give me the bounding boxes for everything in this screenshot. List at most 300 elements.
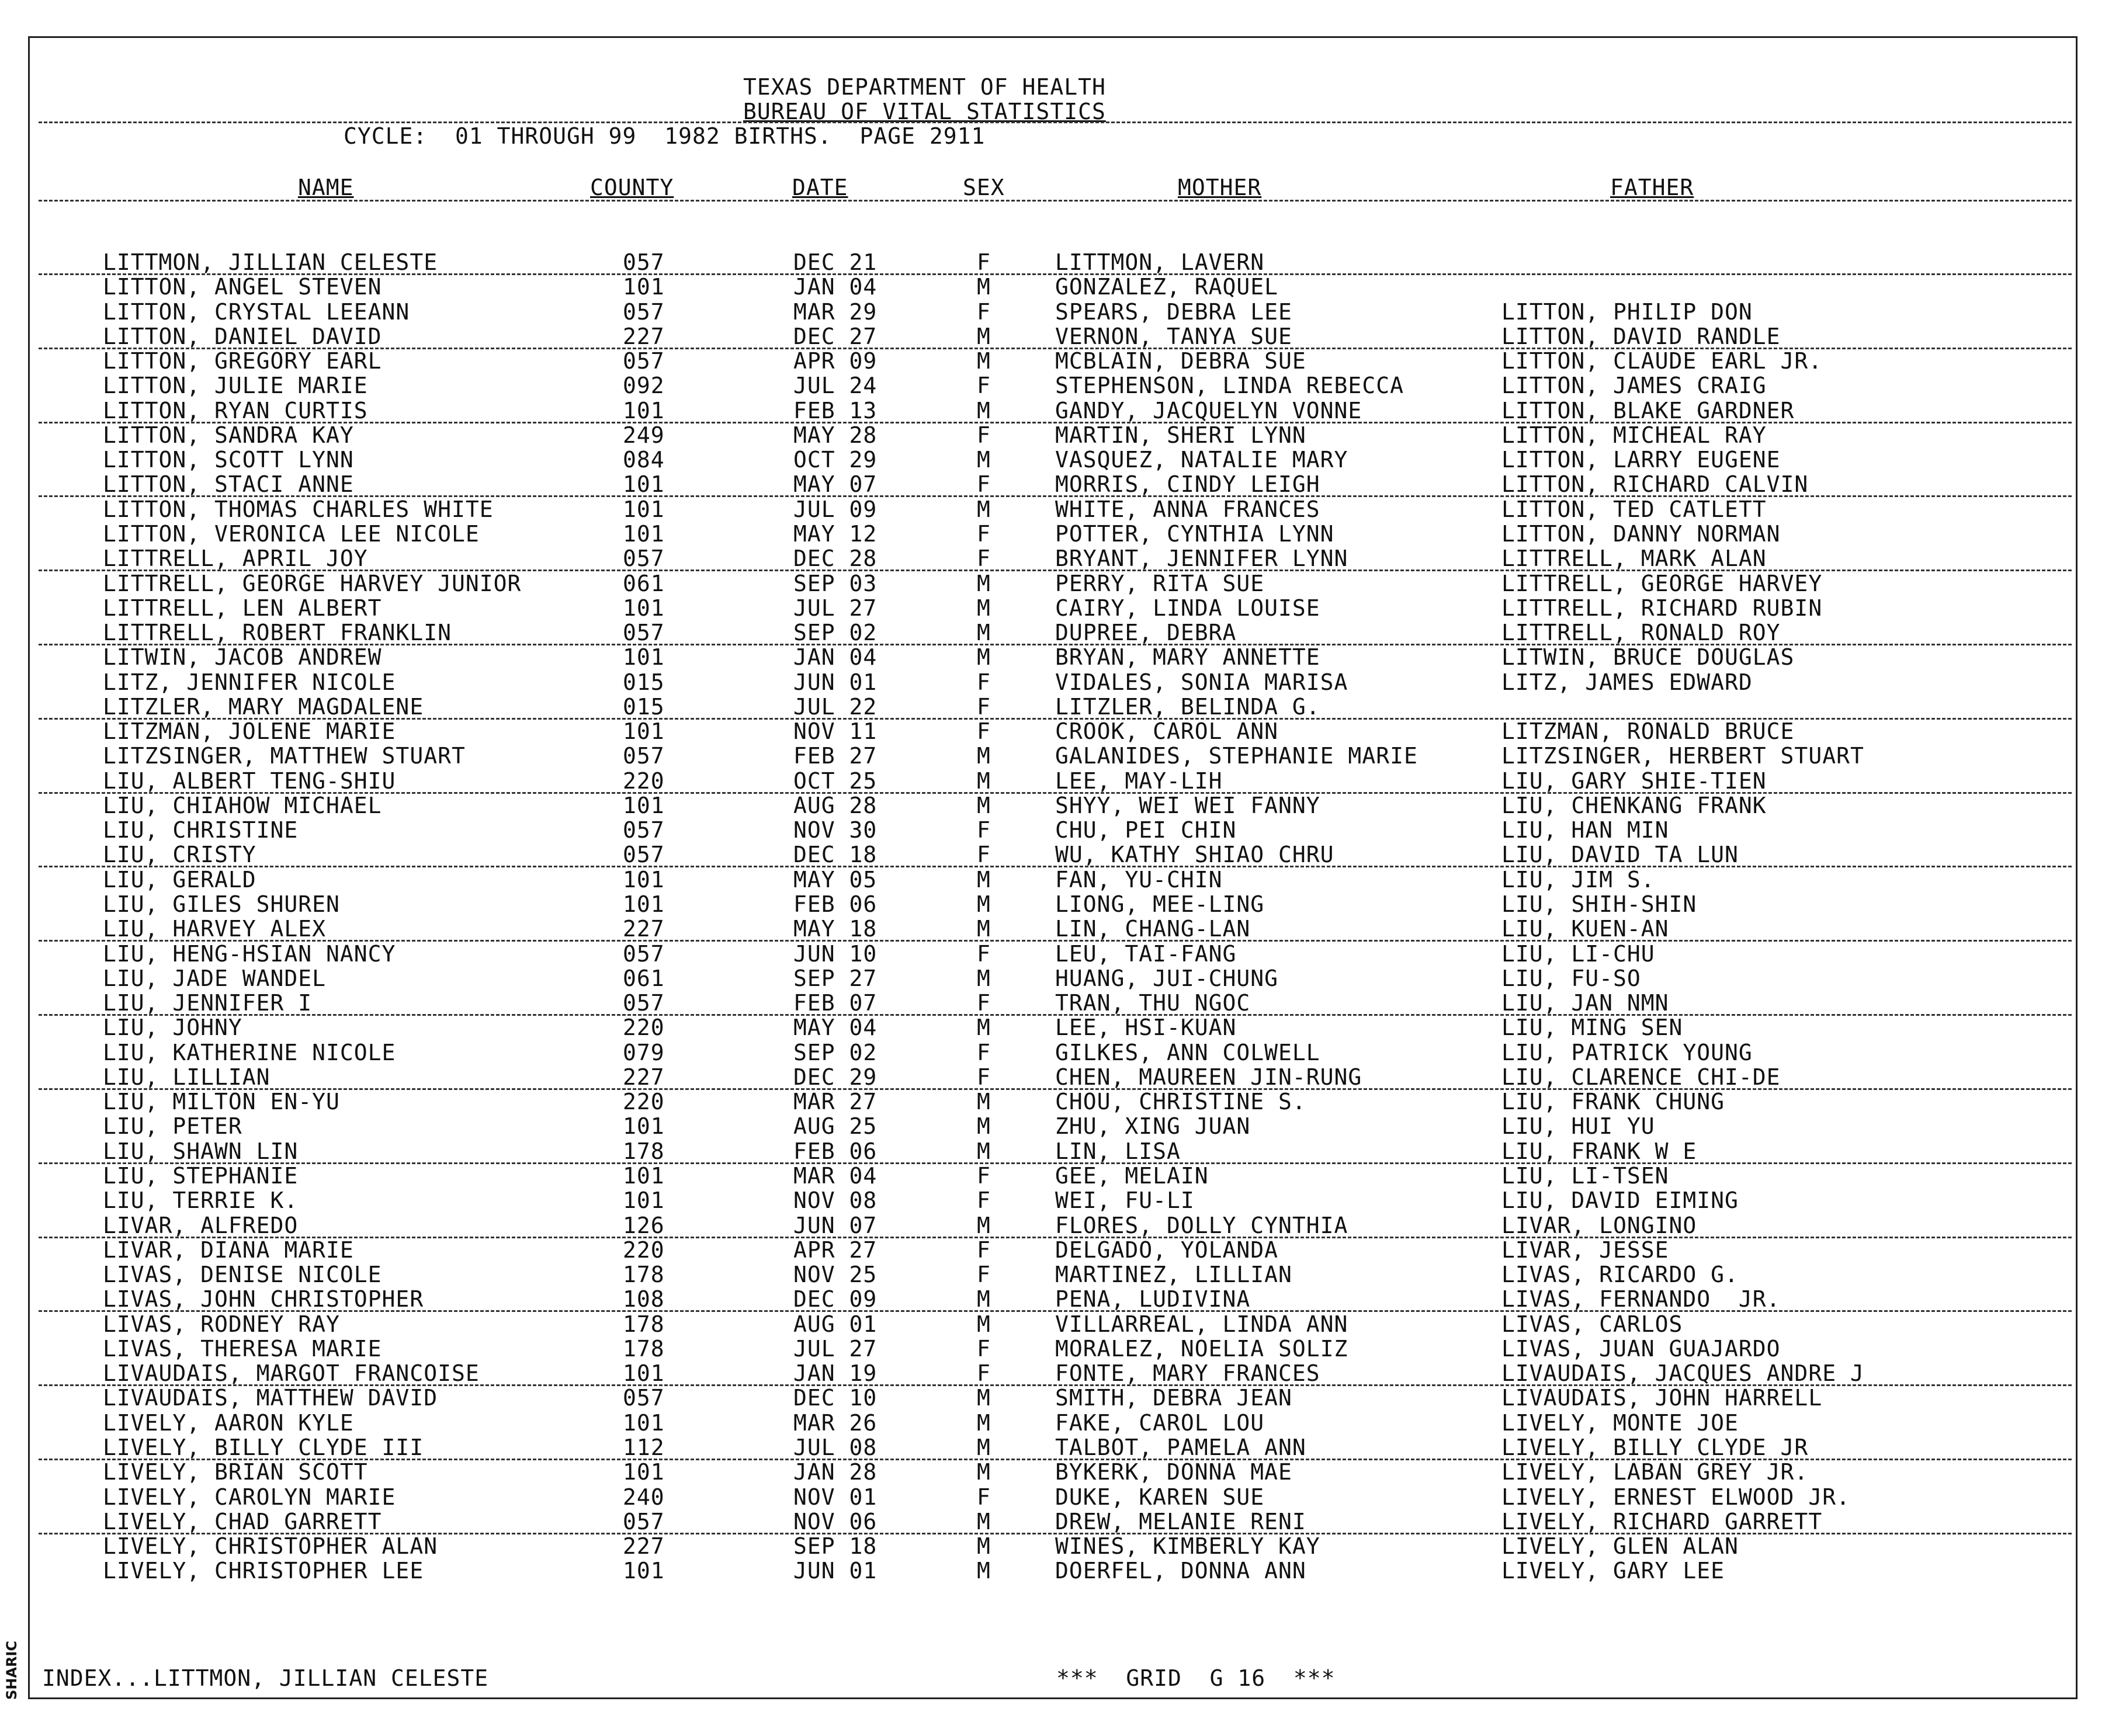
cell-date: SEP 03	[793, 571, 878, 596]
cell-father: LIU, CLARENCE CHI-DE	[1501, 1064, 1781, 1090]
cell-sex: M	[977, 1089, 991, 1114]
cell-county: 227	[623, 324, 665, 349]
cell-county: 108	[623, 1286, 665, 1312]
cell-name: LIVAUDAIS, MATTHEW DAVID	[103, 1385, 438, 1411]
cell-mother: POTTER, CYNTHIA LYNN	[1055, 521, 1334, 547]
cell-mother: CHOU, CHRISTINE S.	[1055, 1089, 1306, 1114]
cell-county: 101	[623, 521, 665, 547]
cell-father: LIVELY, GLEN ALAN	[1501, 1533, 1739, 1559]
cell-date: NOV 30	[793, 817, 878, 843]
cell-sex: M	[977, 447, 991, 473]
cell-sex: M	[977, 620, 991, 645]
cell-father: LITTON, DAVID RANDLE	[1501, 324, 1781, 349]
cell-mother: VASQUEZ, NATALIE MARY	[1055, 447, 1348, 473]
cell-father: LITTRELL, RONALD ROY	[1501, 620, 1781, 645]
col-header-mother: MOTHER	[1178, 175, 1262, 200]
cell-date: FEB 06	[793, 1138, 878, 1164]
cell-sex: F	[977, 521, 991, 547]
cell-sex: F	[977, 1040, 991, 1065]
cell-name: LITWIN, JACOB ANDREW	[103, 644, 382, 670]
cell-date: MAR 27	[793, 1089, 878, 1114]
cell-county: 101	[623, 1163, 665, 1189]
cell-father: LIU, MING SEN	[1501, 1015, 1683, 1040]
cell-county: 057	[623, 620, 665, 645]
cell-date: JUN 10	[793, 941, 878, 967]
cell-name: LIU, GERALD	[103, 867, 256, 893]
cell-county: 101	[623, 595, 665, 621]
cell-date: AUG 28	[793, 793, 878, 818]
cell-county: 057	[623, 299, 665, 325]
cell-father: LIU, SHIH-SHIN	[1501, 891, 1697, 917]
cell-name: LITTON, SCOTT LYNN	[103, 447, 354, 473]
cell-father: LIU, FU-SO	[1501, 966, 1641, 991]
cell-sex: M	[977, 1410, 991, 1436]
cell-name: LIVAS, RODNEY RAY	[103, 1311, 340, 1337]
cell-name: LITTON, GREGORY EARL	[103, 348, 382, 374]
cell-sex: M	[977, 1015, 991, 1040]
cell-county: 079	[623, 1040, 665, 1065]
cell-name: LIVELY, CHRISTOPHER ALAN	[103, 1533, 438, 1559]
cell-sex: M	[977, 324, 991, 349]
cell-father: LITTON, RICHARD CALVIN	[1501, 471, 1809, 497]
cell-mother: VILLARREAL, LINDA ANN	[1055, 1311, 1348, 1337]
cell-father: LIVAS, FERNANDO JR.	[1501, 1286, 1781, 1312]
cell-mother: WU, KATHY SHIAO CHRU	[1055, 842, 1334, 867]
cell-date: MAY 04	[793, 1015, 878, 1040]
cell-mother: ZHU, XING JUAN	[1055, 1113, 1251, 1139]
cell-father: LIU, FRANK CHUNG	[1501, 1089, 1725, 1114]
cell-county: 220	[623, 1015, 665, 1040]
cell-father: LITZ, JAMES EDWARD	[1501, 669, 1753, 695]
cell-name: LITTON, THOMAS CHARLES WHITE	[103, 497, 494, 522]
cell-mother: PERRY, RITA SUE	[1055, 571, 1265, 596]
cell-name: LITTRELL, APRIL JOY	[103, 546, 368, 571]
cell-father: LIU, KUEN-AN	[1501, 916, 1669, 942]
cell-county: 249	[623, 422, 665, 448]
cell-date: MAR 29	[793, 299, 878, 325]
cell-date: NOV 08	[793, 1188, 878, 1213]
cell-county: 240	[623, 1484, 665, 1510]
cell-sex: M	[977, 1113, 991, 1139]
cell-sex: M	[977, 1435, 991, 1460]
cell-mother: LIN, CHANG-LAN	[1055, 916, 1251, 942]
cell-sex: F	[977, 694, 991, 720]
cell-county: 101	[623, 1188, 665, 1213]
cell-date: APR 27	[793, 1237, 878, 1263]
cell-mother: CAIRY, LINDA LOUISE	[1055, 595, 1320, 621]
cell-name: LIU, HARVEY ALEX	[103, 916, 327, 942]
cell-sex: F	[977, 1163, 991, 1189]
cell-county: 057	[623, 817, 665, 843]
cell-date: DEC 27	[793, 324, 878, 349]
cell-name: LIVELY, AARON KYLE	[103, 1410, 354, 1436]
cell-county: 015	[623, 669, 665, 695]
col-header-sex: SEX	[963, 175, 1005, 200]
cell-sex: M	[977, 1138, 991, 1164]
cell-sex: F	[977, 1237, 991, 1263]
cell-name: LITTON, STACI ANNE	[103, 471, 354, 497]
cell-name: LIU, GILES SHUREN	[103, 891, 340, 917]
cell-father: LITTRELL, MARK ALAN	[1501, 546, 1767, 571]
header-line1: TEXAS DEPARTMENT OF HEALTH	[743, 74, 1106, 100]
cell-name: LIU, MILTON EN-YU	[103, 1089, 340, 1114]
cell-date: FEB 06	[793, 891, 878, 917]
header-line2: BUREAU OF VITAL STATISTICS	[743, 99, 1106, 124]
cell-county: 057	[623, 348, 665, 374]
cell-date: JUL 22	[793, 694, 878, 720]
cell-sex: M	[977, 571, 991, 596]
cell-date: NOV 01	[793, 1484, 878, 1510]
cell-name: LIU, CHIAHOW MICHAEL	[103, 793, 382, 818]
cell-sex: F	[977, 1262, 991, 1287]
cell-mother: SPEARS, DEBRA LEE	[1055, 299, 1292, 325]
cell-mother: GALANIDES, STEPHANIE MARIE	[1055, 743, 1418, 769]
cell-county: 101	[623, 867, 665, 893]
cell-date: MAY 12	[793, 521, 878, 547]
cell-county: 101	[623, 793, 665, 818]
cell-father: LIU, CHENKANG FRANK	[1501, 793, 1767, 818]
cell-county: 092	[623, 373, 665, 398]
cell-name: LIU, JOHNY	[103, 1015, 242, 1040]
cell-name: LIVAUDAIS, MARGOT FRANCOISE	[103, 1360, 480, 1386]
cell-name: LITTON, CRYSTAL LEEANN	[103, 299, 410, 325]
cell-county: 057	[623, 1509, 665, 1534]
cell-name: LITTON, JULIE MARIE	[103, 373, 368, 398]
cell-name: LIVAS, JOHN CHRISTOPHER	[103, 1286, 424, 1312]
cell-sex: F	[977, 1336, 991, 1362]
cell-father: LIU, JIM S.	[1501, 867, 1655, 893]
cell-sex: F	[977, 817, 991, 843]
cell-date: OCT 25	[793, 768, 878, 794]
cell-sex: M	[977, 743, 991, 769]
cell-mother: GEE, MELAIN	[1055, 1163, 1209, 1189]
cell-name: LITTON, VERONICA LEE NICOLE	[103, 521, 480, 547]
col-header-county: COUNTY	[590, 175, 674, 200]
cell-date: JUN 01	[793, 1558, 878, 1584]
cell-mother: LEE, MAY-LIH	[1055, 768, 1223, 794]
cell-sex: F	[977, 299, 991, 325]
cell-name: LIU, JENNIFER I	[103, 990, 313, 1016]
cell-mother: DUKE, KAREN SUE	[1055, 1484, 1265, 1510]
cell-father: LIVELY, GARY LEE	[1501, 1558, 1725, 1584]
cell-date: DEC 28	[793, 546, 878, 571]
cell-county: 126	[623, 1213, 665, 1238]
cell-date: NOV 25	[793, 1262, 878, 1287]
footer-index: INDEX...LITTMON, JILLIAN CELESTE	[42, 1665, 489, 1691]
cell-county: 101	[623, 274, 665, 300]
cell-name: LIU, CHRISTINE	[103, 817, 299, 843]
cell-mother: SHYY, WEI WEI FANNY	[1055, 793, 1320, 818]
cell-county: 057	[623, 941, 665, 967]
cell-mother: DUPREE, DEBRA	[1055, 620, 1237, 645]
footer-grid: *** GRID G 16 ***	[1056, 1665, 1336, 1691]
cell-county: 057	[623, 990, 665, 1016]
cell-date: DEC 18	[793, 842, 878, 867]
cell-sex: F	[977, 1064, 991, 1090]
cell-father: LIU, LI-CHU	[1501, 941, 1655, 967]
cell-father: LIVAS, JUAN GUAJARDO	[1501, 1336, 1781, 1362]
cell-father: LITTRELL, GEORGE HARVEY	[1501, 571, 1823, 596]
cell-father: LIVELY, MONTE JOE	[1501, 1410, 1739, 1436]
cell-father: LITTON, CLAUDE EARL JR.	[1501, 348, 1823, 374]
cell-father: LIU, FRANK W E	[1501, 1138, 1697, 1164]
cell-name: LITTON, DANIEL DAVID	[103, 324, 382, 349]
cell-county: 101	[623, 891, 665, 917]
cell-county: 101	[623, 497, 665, 522]
cell-date: SEP 02	[793, 1040, 878, 1065]
cell-father: LITZSINGER, HERBERT STUART	[1501, 743, 1864, 769]
cell-mother: LIONG, MEE-LING	[1055, 891, 1265, 917]
cell-mother: GILKES, ANN COLWELL	[1055, 1040, 1320, 1065]
cell-mother: LEU, TAI-FANG	[1055, 941, 1237, 967]
cell-date: SEP 02	[793, 620, 878, 645]
cell-name: LITTRELL, ROBERT FRANKLIN	[103, 620, 452, 645]
cell-name: LIVAR, DIANA MARIE	[103, 1237, 354, 1263]
cell-date: MAY 28	[793, 422, 878, 448]
col-header-father: FATHER	[1610, 175, 1694, 200]
cell-name: LIU, JADE WANDEL	[103, 966, 327, 991]
cell-county: 057	[623, 842, 665, 867]
cell-date: FEB 07	[793, 990, 878, 1016]
cell-county: 101	[623, 1410, 665, 1436]
cell-sex: F	[977, 422, 991, 448]
cell-sex: F	[977, 373, 991, 398]
cell-mother: VIDALES, SONIA MARISA	[1055, 669, 1348, 695]
cell-mother: DELGADO, YOLANDA	[1055, 1237, 1279, 1263]
cell-mother: DREW, MELANIE RENI	[1055, 1509, 1306, 1534]
cell-mother: LIN, LISA	[1055, 1138, 1181, 1164]
cell-name: LIU, CRISTY	[103, 842, 256, 867]
cell-father: LITTON, MICHEAL RAY	[1501, 422, 1767, 448]
cell-name: LIU, PETER	[103, 1113, 242, 1139]
cell-county: 178	[623, 1262, 665, 1287]
cell-father: LIVAUDAIS, JACQUES ANDRE J	[1501, 1360, 1864, 1386]
cell-father: LIU, HUI YU	[1501, 1113, 1655, 1139]
cell-name: LITZMAN, JOLENE MARIE	[103, 718, 396, 744]
cell-father: LITTON, JAMES CRAIG	[1501, 373, 1767, 398]
cell-county: 178	[623, 1336, 665, 1362]
cell-sex: M	[977, 768, 991, 794]
cell-sex: M	[977, 274, 991, 300]
cell-date: JUN 07	[793, 1213, 878, 1238]
cell-name: LIU, SHAWN LIN	[103, 1138, 299, 1164]
cell-name: LIVELY, BRIAN SCOTT	[103, 1459, 368, 1485]
cell-sex: F	[977, 1484, 991, 1510]
cell-date: DEC 21	[793, 249, 878, 275]
cell-county: 057	[623, 546, 665, 571]
cell-name: LIVAS, THERESA MARIE	[103, 1336, 382, 1362]
cell-name: LITTON, ANGEL STEVEN	[103, 274, 382, 300]
cell-sex: F	[977, 249, 991, 275]
cell-name: LITTRELL, GEORGE HARVEY JUNIOR	[103, 571, 522, 596]
cell-name: LIVAR, ALFREDO	[103, 1213, 299, 1238]
cell-father: LIU, PATRICK YOUNG	[1501, 1040, 1753, 1065]
cell-mother: HUANG, JUI-CHUNG	[1055, 966, 1279, 991]
cell-date: FEB 27	[793, 743, 878, 769]
cell-mother: FLORES, DOLLY CYNTHIA	[1055, 1213, 1348, 1238]
cell-father: LIVELY, BILLY CLYDE JR	[1501, 1435, 1809, 1460]
cell-county: 178	[623, 1138, 665, 1164]
cell-father: LIVAS, RICARDO G.	[1501, 1262, 1739, 1287]
cell-mother: MARTIN, SHERI LYNN	[1055, 422, 1306, 448]
cell-mother: DOERFEL, DONNA ANN	[1055, 1558, 1306, 1584]
cell-county: 101	[623, 718, 665, 744]
cell-sex: M	[977, 1286, 991, 1312]
cell-date: MAR 26	[793, 1410, 878, 1436]
cell-mother: TRAN, THU NGOC	[1055, 990, 1251, 1016]
cell-county: 101	[623, 471, 665, 497]
cell-sex: M	[977, 1213, 991, 1238]
cell-county: 015	[623, 694, 665, 720]
cell-name: LIVAS, DENISE NICOLE	[103, 1262, 382, 1287]
cell-father: LIU, DAVID EIMING	[1501, 1188, 1739, 1213]
cell-father: LITTON, LARRY EUGENE	[1501, 447, 1781, 473]
cell-mother: CHEN, MAUREEN JIN-RUNG	[1055, 1064, 1362, 1090]
cell-name: LITZLER, MARY MAGDALENE	[103, 694, 424, 720]
cell-sex: M	[977, 348, 991, 374]
cell-date: SEP 27	[793, 966, 878, 991]
cell-date: JUL 09	[793, 497, 878, 522]
cell-sex: F	[977, 941, 991, 967]
col-header-name: NAME	[298, 175, 354, 200]
cell-name: LIU, HENG-HSIAN NANCY	[103, 941, 396, 967]
cell-date: MAR 04	[793, 1163, 878, 1189]
cell-name: LITZSINGER, MATTHEW STUART	[103, 743, 466, 769]
cell-mother: PENA, LUDIVINA	[1055, 1286, 1251, 1312]
cell-father: LITZMAN, RONALD BRUCE	[1501, 718, 1795, 744]
cell-sex: M	[977, 1558, 991, 1584]
cell-sex: M	[977, 793, 991, 818]
cell-mother: VERNON, TANYA SUE	[1055, 324, 1292, 349]
cell-sex: M	[977, 867, 991, 893]
cell-name: LIU, LILLIAN	[103, 1064, 270, 1090]
cell-father: LIU, GARY SHIE-TIEN	[1501, 768, 1767, 794]
cell-father: LIVAR, JESSE	[1501, 1237, 1669, 1263]
cell-father: LITTON, TED CATLETT	[1501, 497, 1767, 522]
cell-county: 101	[623, 398, 665, 423]
cell-name: LITTRELL, LEN ALBERT	[103, 595, 382, 621]
side-label	[4, 1636, 27, 1706]
cell-sex: M	[977, 966, 991, 991]
cell-sex: M	[977, 1509, 991, 1534]
cell-date: AUG 25	[793, 1113, 878, 1139]
cell-sex: F	[977, 718, 991, 744]
cell-date: JAN 04	[793, 274, 878, 300]
cell-name: LIVELY, BILLY CLYDE III	[103, 1435, 424, 1460]
cell-date: MAY 07	[793, 471, 878, 497]
cell-sex: M	[977, 1459, 991, 1485]
cell-county: 220	[623, 1237, 665, 1263]
cell-father: LIU, DAVID TA LUN	[1501, 842, 1739, 867]
cell-date: JAN 19	[793, 1360, 878, 1386]
cell-date: APR 09	[793, 348, 878, 374]
cell-county: 112	[623, 1435, 665, 1460]
cell-name: LIVELY, CHRISTOPHER LEE	[103, 1558, 424, 1584]
cell-name: LIU, KATHERINE NICOLE	[103, 1040, 396, 1065]
cell-name: LIU, ALBERT TENG-SHIU	[103, 768, 396, 794]
cell-mother: WHITE, ANNA FRANCES	[1055, 497, 1320, 522]
cell-sex: M	[977, 497, 991, 522]
cell-mother: MCBLAIN, DEBRA SUE	[1055, 348, 1306, 374]
cell-county: 101	[623, 1459, 665, 1485]
cell-date: AUG 01	[793, 1311, 878, 1337]
cell-father: LIVAR, LONGINO	[1501, 1213, 1697, 1238]
cell-sex: M	[977, 644, 991, 670]
cell-father: LIU, HAN MIN	[1501, 817, 1669, 843]
cell-county: 227	[623, 1533, 665, 1559]
cycle-line: CYCLE: 01 THROUGH 99 1982 BIRTHS. PAGE 2911	[344, 123, 986, 149]
cell-sex: F	[977, 1360, 991, 1386]
cell-mother: SMITH, DEBRA JEAN	[1055, 1385, 1292, 1411]
cell-date: JUL 27	[793, 1336, 878, 1362]
cell-father: LIVAUDAIS, JOHN HARRELL	[1501, 1385, 1823, 1411]
cell-county: 084	[623, 447, 665, 473]
cell-sex: M	[977, 1311, 991, 1337]
cell-sex: M	[977, 595, 991, 621]
cell-county: 220	[623, 768, 665, 794]
cell-name: LIVELY, CAROLYN MARIE	[103, 1484, 396, 1510]
cell-date: SEP 18	[793, 1533, 878, 1559]
cell-date: MAY 05	[793, 867, 878, 893]
cell-father: LIVELY, RICHARD GARRETT	[1501, 1509, 1823, 1534]
cell-county: 227	[623, 916, 665, 942]
cell-county: 101	[623, 1558, 665, 1584]
cell-date: NOV 11	[793, 718, 878, 744]
cell-county: 061	[623, 966, 665, 991]
cell-mother: CHU, PEI CHIN	[1055, 817, 1237, 843]
cell-sex: M	[977, 916, 991, 942]
cell-date: JUL 27	[793, 595, 878, 621]
cell-father: LITTON, BLAKE GARDNER	[1501, 398, 1795, 423]
cell-father: LIU, JAN NMN	[1501, 990, 1669, 1016]
cell-county: 061	[623, 571, 665, 596]
cell-sex: F	[977, 990, 991, 1016]
cell-county: 101	[623, 1113, 665, 1139]
cell-sex: M	[977, 1533, 991, 1559]
cell-county: 101	[623, 1360, 665, 1386]
cell-date: JAN 04	[793, 644, 878, 670]
cell-mother: MORALEZ, NOELIA SOLIZ	[1055, 1336, 1348, 1362]
cell-date: JAN 28	[793, 1459, 878, 1485]
cell-father: LITTRELL, RICHARD RUBIN	[1501, 595, 1823, 621]
cell-sex: M	[977, 891, 991, 917]
cell-mother: CROOK, CAROL ANN	[1055, 718, 1279, 744]
cell-date: NOV 06	[793, 1509, 878, 1534]
cell-father: LITWIN, BRUCE DOUGLAS	[1501, 644, 1795, 670]
cell-date: DEC 10	[793, 1385, 878, 1411]
cell-name: LITTON, SANDRA KAY	[103, 422, 354, 448]
cell-sex: M	[977, 398, 991, 423]
cell-county: 057	[623, 1385, 665, 1411]
cell-father: LIVELY, ERNEST ELWOOD JR.	[1501, 1484, 1850, 1510]
cell-mother: FAN, YU-CHIN	[1055, 867, 1223, 893]
cell-mother: TALBOT, PAMELA ANN	[1055, 1435, 1306, 1460]
cell-county: 178	[623, 1311, 665, 1337]
cell-county: 057	[623, 249, 665, 275]
cell-name: LIVELY, CHAD GARRETT	[103, 1509, 382, 1534]
cell-mother: WEI, FU-LI	[1055, 1188, 1195, 1213]
cell-date: MAY 18	[793, 916, 878, 942]
cell-father: LIU, LI-TSEN	[1501, 1163, 1669, 1189]
cell-sex: F	[977, 546, 991, 571]
cell-sex: M	[977, 1385, 991, 1411]
cell-mother: GONZALEZ, RAQUEL	[1055, 274, 1279, 300]
cell-mother: MARTINEZ, LILLIAN	[1055, 1262, 1292, 1287]
cell-date: DEC 29	[793, 1064, 878, 1090]
cell-county: 220	[623, 1089, 665, 1114]
cell-sex: F	[977, 842, 991, 867]
cell-mother: STEPHENSON, LINDA REBECCA	[1055, 373, 1404, 398]
